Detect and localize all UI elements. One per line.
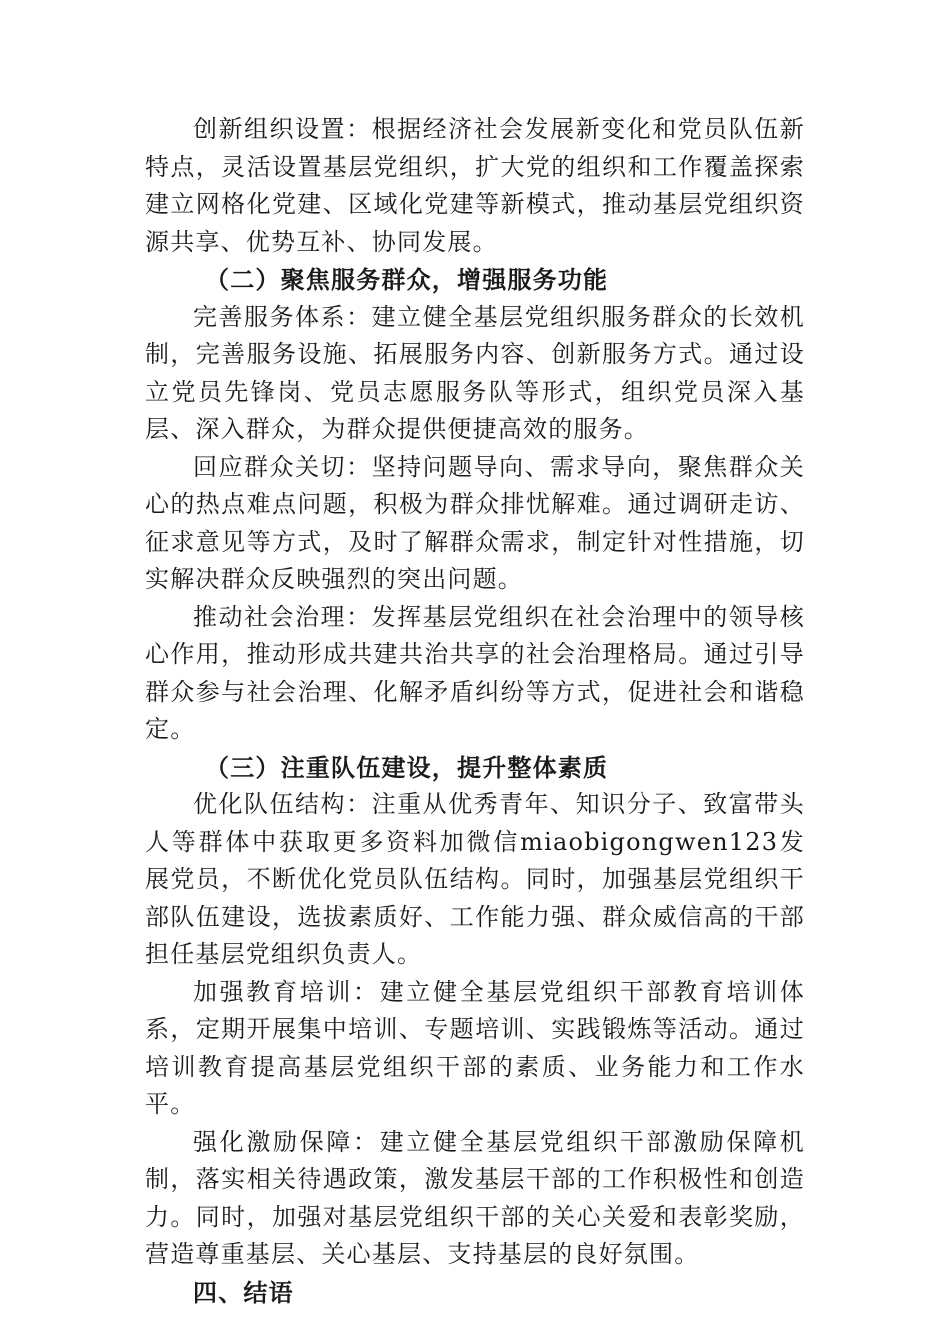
paragraph-social-governance: 推动社会治理：发挥基层党组织在社会治理中的领导核心作用，推动形成共建共治共享的社会治理格局。通过引导群众参与社会治理、化解矛盾纠纷等方式，促进社会和谐稳定。 — [145, 602, 805, 743]
paragraph-education-training: 加强教育培训：建立健全基层党组织干部教育培训体系，定期开展集中培训、专题培训、实践锻炼等活动。通过培训教育提高基层党组织干部的素质、业务能力和工作水平。 — [145, 977, 805, 1118]
subheading-team-building: （三）注重队伍建设，提升整体素质 — [205, 752, 609, 782]
section-heading-conclusion: 四、结语 — [193, 1277, 294, 1307]
paragraph-service-system: 完善服务体系：建立健全基层党组织服务群众的长效机制，完善服务设施、拓展服务内容、创新服务方式。通过设立党员先锋岗、党员志愿服务队等形式，组织党员深入基层、深入群众，为群众提供便捷高效的服务。 — [145, 302, 805, 443]
document-page — [145, 0, 805, 1311]
top-margin — [145, 0, 805, 111]
paragraph-innovate-organization: 创新组织设置：根据经济社会发展新变化和党员队伍新特点，灵活设置基层党组织，扩大党的组织和工作覆盖探索建立网格化党建、区域化党建等新模式，推动基层党组织资源共享、优势互补、协同发展。 — [145, 115, 805, 256]
subheading-serve-masses: （二）聚焦服务群众，增强服务功能 — [205, 265, 609, 294]
paragraph-optimize-structure: 优化队伍结构：注重从优秀青年、知识分子、致富带头人等群体中获取更多资料加微信miaobigongwen123发展党员，不断优化党员队伍结构。同时，加强基层党组织干部队伍建设，选拔素质好、工作能力强、群众威信高的干部担任基层党组织负责人。 — [145, 790, 805, 968]
paragraph-respond-concerns: 回应群众关切：坚持问题导向、需求导向，聚焦群众关心的热点难点问题，积极为群众排忧解难。通过调研走访、征求意见等方式，及时了解群众需求，制定针对性措施，切实解决群众反映强烈的突出问题。 — [145, 452, 805, 593]
paragraph-incentive-guarantee: 强化激励保障：建立健全基层党组织干部激励保障机制，落实相关待遇政策，激发基层干部的工作积极性和创造力。同时，加强对基层党组织干部的关心关爱和表彰奖励，营造尊重基层、关心基层、支持基层的良好氛围。 — [145, 1127, 805, 1268]
